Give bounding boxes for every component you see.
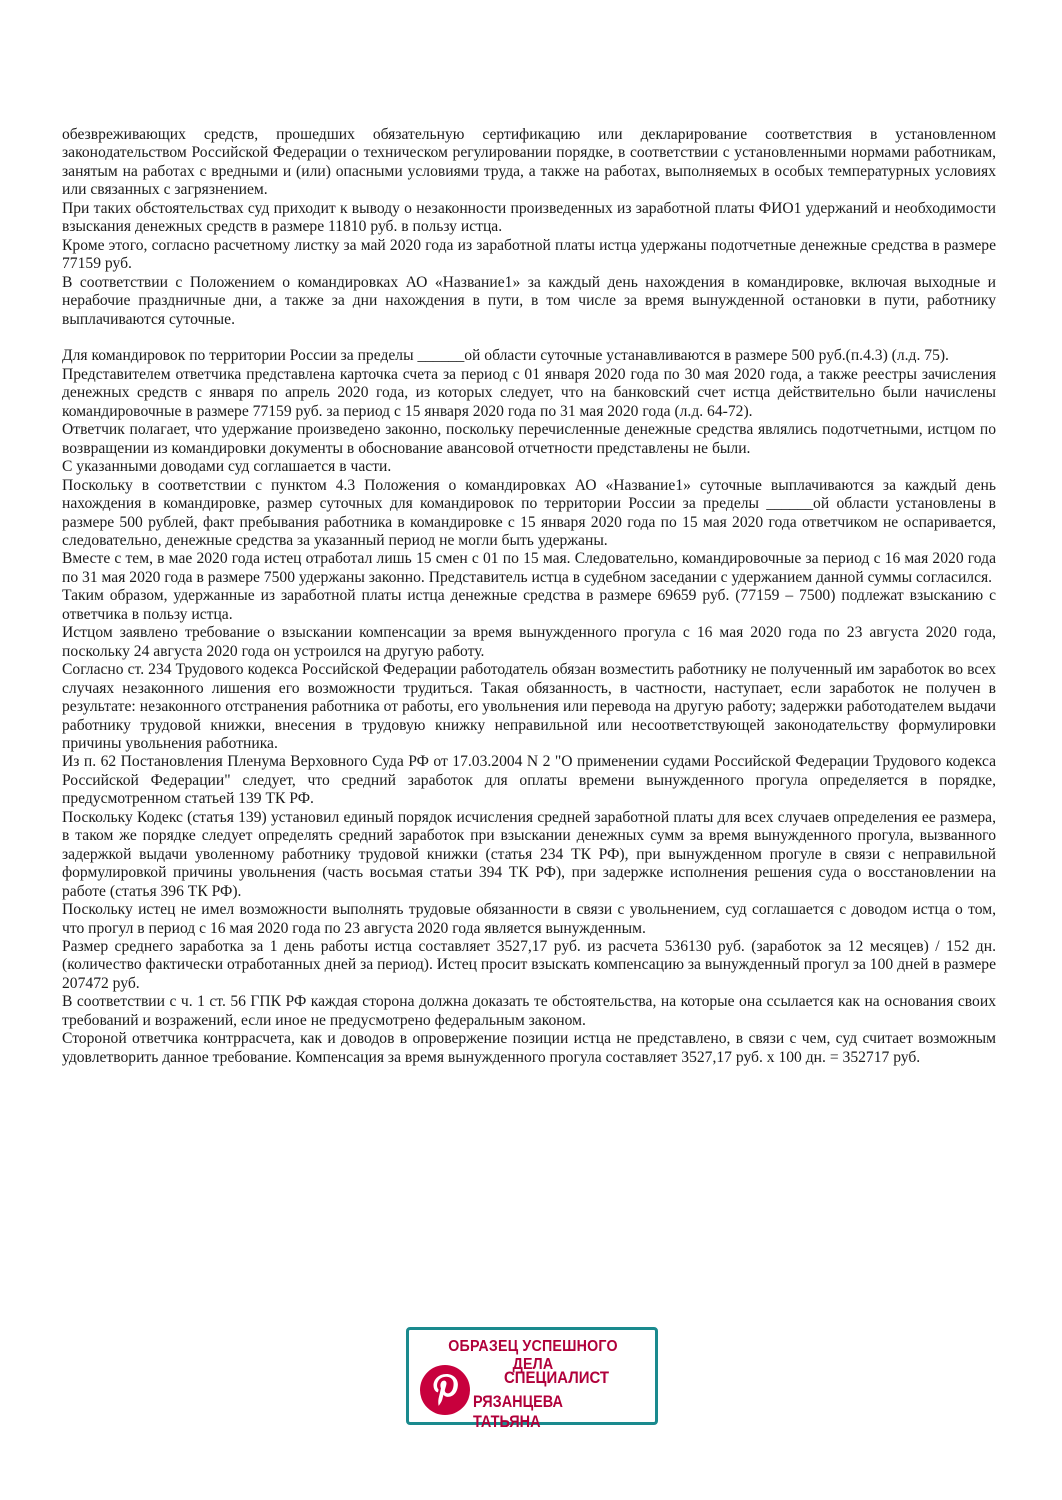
stamp-specialist: СПЕЦИАЛИСТ — [504, 1368, 610, 1387]
paragraph-19: Стороной ответчика контррасчета, как и доводов в опровержение позиции истца не представлено, в связи с чем, суд считает возможным удовлетворить данное требование. Компенсация за время вынужденного прогула составляет 3527,17 руб. х 100 дн. = 352717 руб. — [62, 1030, 996, 1066]
paragraph-14: Из п. 62 Постановления Пленума Верховного Суда РФ от 17.03.2004 N 2 "О применении судами Российской Федерации Трудового кодекса Российской Федерации" следует, что средний заработок для оплаты времени вынужденного прогула определяется в порядке, предусмотренном статьей 139 ТК РФ. — [62, 753, 996, 808]
paragraph-8: С указанными доводами суд соглашается в части. — [62, 458, 392, 476]
paragraph-13: Согласно ст. 234 Трудового кодекса Российской Федерации работодатель обязан возместить работнику не полученный им заработок во всех случаях незаконного лишения его возможности трудиться. Такая обязанность, в частности, наступает, если заработок не получен в результате: незаконного отстранения работника от работы, его увольнения или перевода на другую работу; задержки работодателем выдачи работнику трудовой книжки, внесения в трудовую книжку неправильной или несоответствующей законодательству формулировки причины увольнения работника. — [62, 661, 996, 752]
document-body — [62, 126, 996, 1067]
stamp-name: РЯЗАНЦЕВА ТАТЬЯНА — [473, 1392, 563, 1431]
paragraph-5: Для командировок по территории России за пределы ______ой области суточные устанавливаются в размере 500 руб.(п.4.3) (л.д. 75). — [62, 347, 949, 365]
paragraph-15: Поскольку Кодекс (статья 139) установил единый порядок исчисления средней заработной платы для всех случаев определения ее размера, в таком же порядке следует определять средний заработок при взыскании денежных сумм за время вынужденного прогула, вызванного задержкой выдачи уволенному работнику трудовой книжки (статья 234 ТК РФ), при вынужденном прогуле в связи с неправильной формулировкой причины увольнения (часть восьмая статьи 394 ТК РФ), при задержке исполнения решения суда о восстановлении на работе (статья 396 ТК РФ). — [62, 808, 996, 900]
paragraph-gap — [62, 329, 996, 348]
paragraph-2: При таких обстоятельствах суд приходит к выводу о незаконности произведенных из заработной платы ФИО1 удержаний и необходимости взыскания денежных средств в размере 11810 руб. в пользу истца. — [62, 199, 996, 236]
paragraph-3: Кроме этого, согласно расчетному листку за май 2020 года из заработной платы истца удержаны подотчетные денежные средства в размере 77159 руб. — [62, 236, 996, 273]
paragraph-11: Таким образом, удержанные из заработной платы истца денежные средства в размере 69659 руб. (77159 – 7500) подлежат взысканию с ответчика в пользу истца. — [62, 587, 996, 623]
paragraph-7: Ответчик полагает, что удержание произведено законно, поскольку перечисленные денежные средства являлись подотчетными, истцом по возвращении из командировки документы в обоснование авансовой отчетности представлены не были. — [62, 421, 996, 457]
paragraph-10: Вместе с тем, в мае 2020 года истец отработал лишь 15 смен с 01 по 15 мая. Следовательно, командировочные за период с 16 мая 2020 года по 31 мая 2020 года в размере 7500 удержаны законно. Представитель истца в судебном заседании с удержанием данной суммы согласился. — [62, 550, 996, 586]
paragraph-6: Представителем ответчика представлена карточка счета за период с 01 января 2020 года по 30 мая 2020 года, а также реестры зачисления денежных средств с января по апрель 2020 года, из которых следует, что на банковский счет истца действительно были начислены командировочные в размере 77159 руб. за период с 15 января 2020 года по 31 мая 2020 года (л.д. 64-72). — [62, 365, 996, 420]
paragraph-12: Истцом заявлено требование о взыскании компенсации за время вынужденного прогула с 16 мая 2020 года по 23 августа 2020 года, поскольку 24 августа 2020 года он устроился на другую работу. — [62, 624, 996, 660]
paragraph-17: Размер среднего заработка за 1 день работы истца составляет 3527,17 руб. из расчета 536130 руб. (заработок за 12 месяцев) / 152 дн. (количество фактически отработанных дней за период). Истец просит взыскать компенсацию за вынужденный прогул за 100 дней в размере 207472 руб. — [62, 937, 996, 992]
sample-case-stamp — [406, 1327, 658, 1431]
stamp-title: ОБРАЗЕЦ УСПЕШНОГО ДЕЛА — [448, 1338, 618, 1373]
paragraph-18: В соответствии с ч. 1 ст. 56 ГПК РФ каждая сторона должна доказать те обстоятельства, на которые она ссылается как на основания своих требований и возражений, если иное не предусмотрено федеральным законом. — [62, 993, 996, 1029]
paragraph-16: Поскольку истец не имел возможности выполнять трудовые обязанности в связи с увольнением, суд соглашается с доводом истца о том, что прогул в период с 16 мая 2020 года по 23 августа 2020 года является вынужденным. — [62, 901, 996, 937]
paragraph-1: обезвреживающих средств, прошедших обязательную сертификацию или декларирование соответствия в установленном законодательством Российской Федерации о техническом регулировании порядке, в соответствии с установленными нормами работникам, занятым на работах с вредными и (или) опасными условиями труда, а также на работах, выполняемых в особых температурных условиях или связанных с загрязнением. — [62, 126, 996, 199]
paragraph-9: Поскольку в соответствии с пунктом 4.3 Положения о командировках АО «Название1» суточные выплачиваются за каждый день нахождения в командировке, размер суточных для командировок по территории России за пределы ______ой области установлены в размере 500 рублей, факт пребывания работника в командировке с 15 января 2020 года по 15 мая 2020 года ответчиком не оспаривается, следовательно, денежные средства за указанный период не могли быть удержаны. — [62, 476, 996, 550]
pinterest-logo-icon — [419, 1364, 471, 1416]
paragraph-4: В соответствии с Положением о командировках АО «Название1» за каждый день нахождения в командировке, включая выходные и нерабочие праздничные дни, а также за дни нахождения в пути, в том числе за время вынужденной остановки в пути, работнику выплачиваются суточные. — [62, 273, 996, 328]
